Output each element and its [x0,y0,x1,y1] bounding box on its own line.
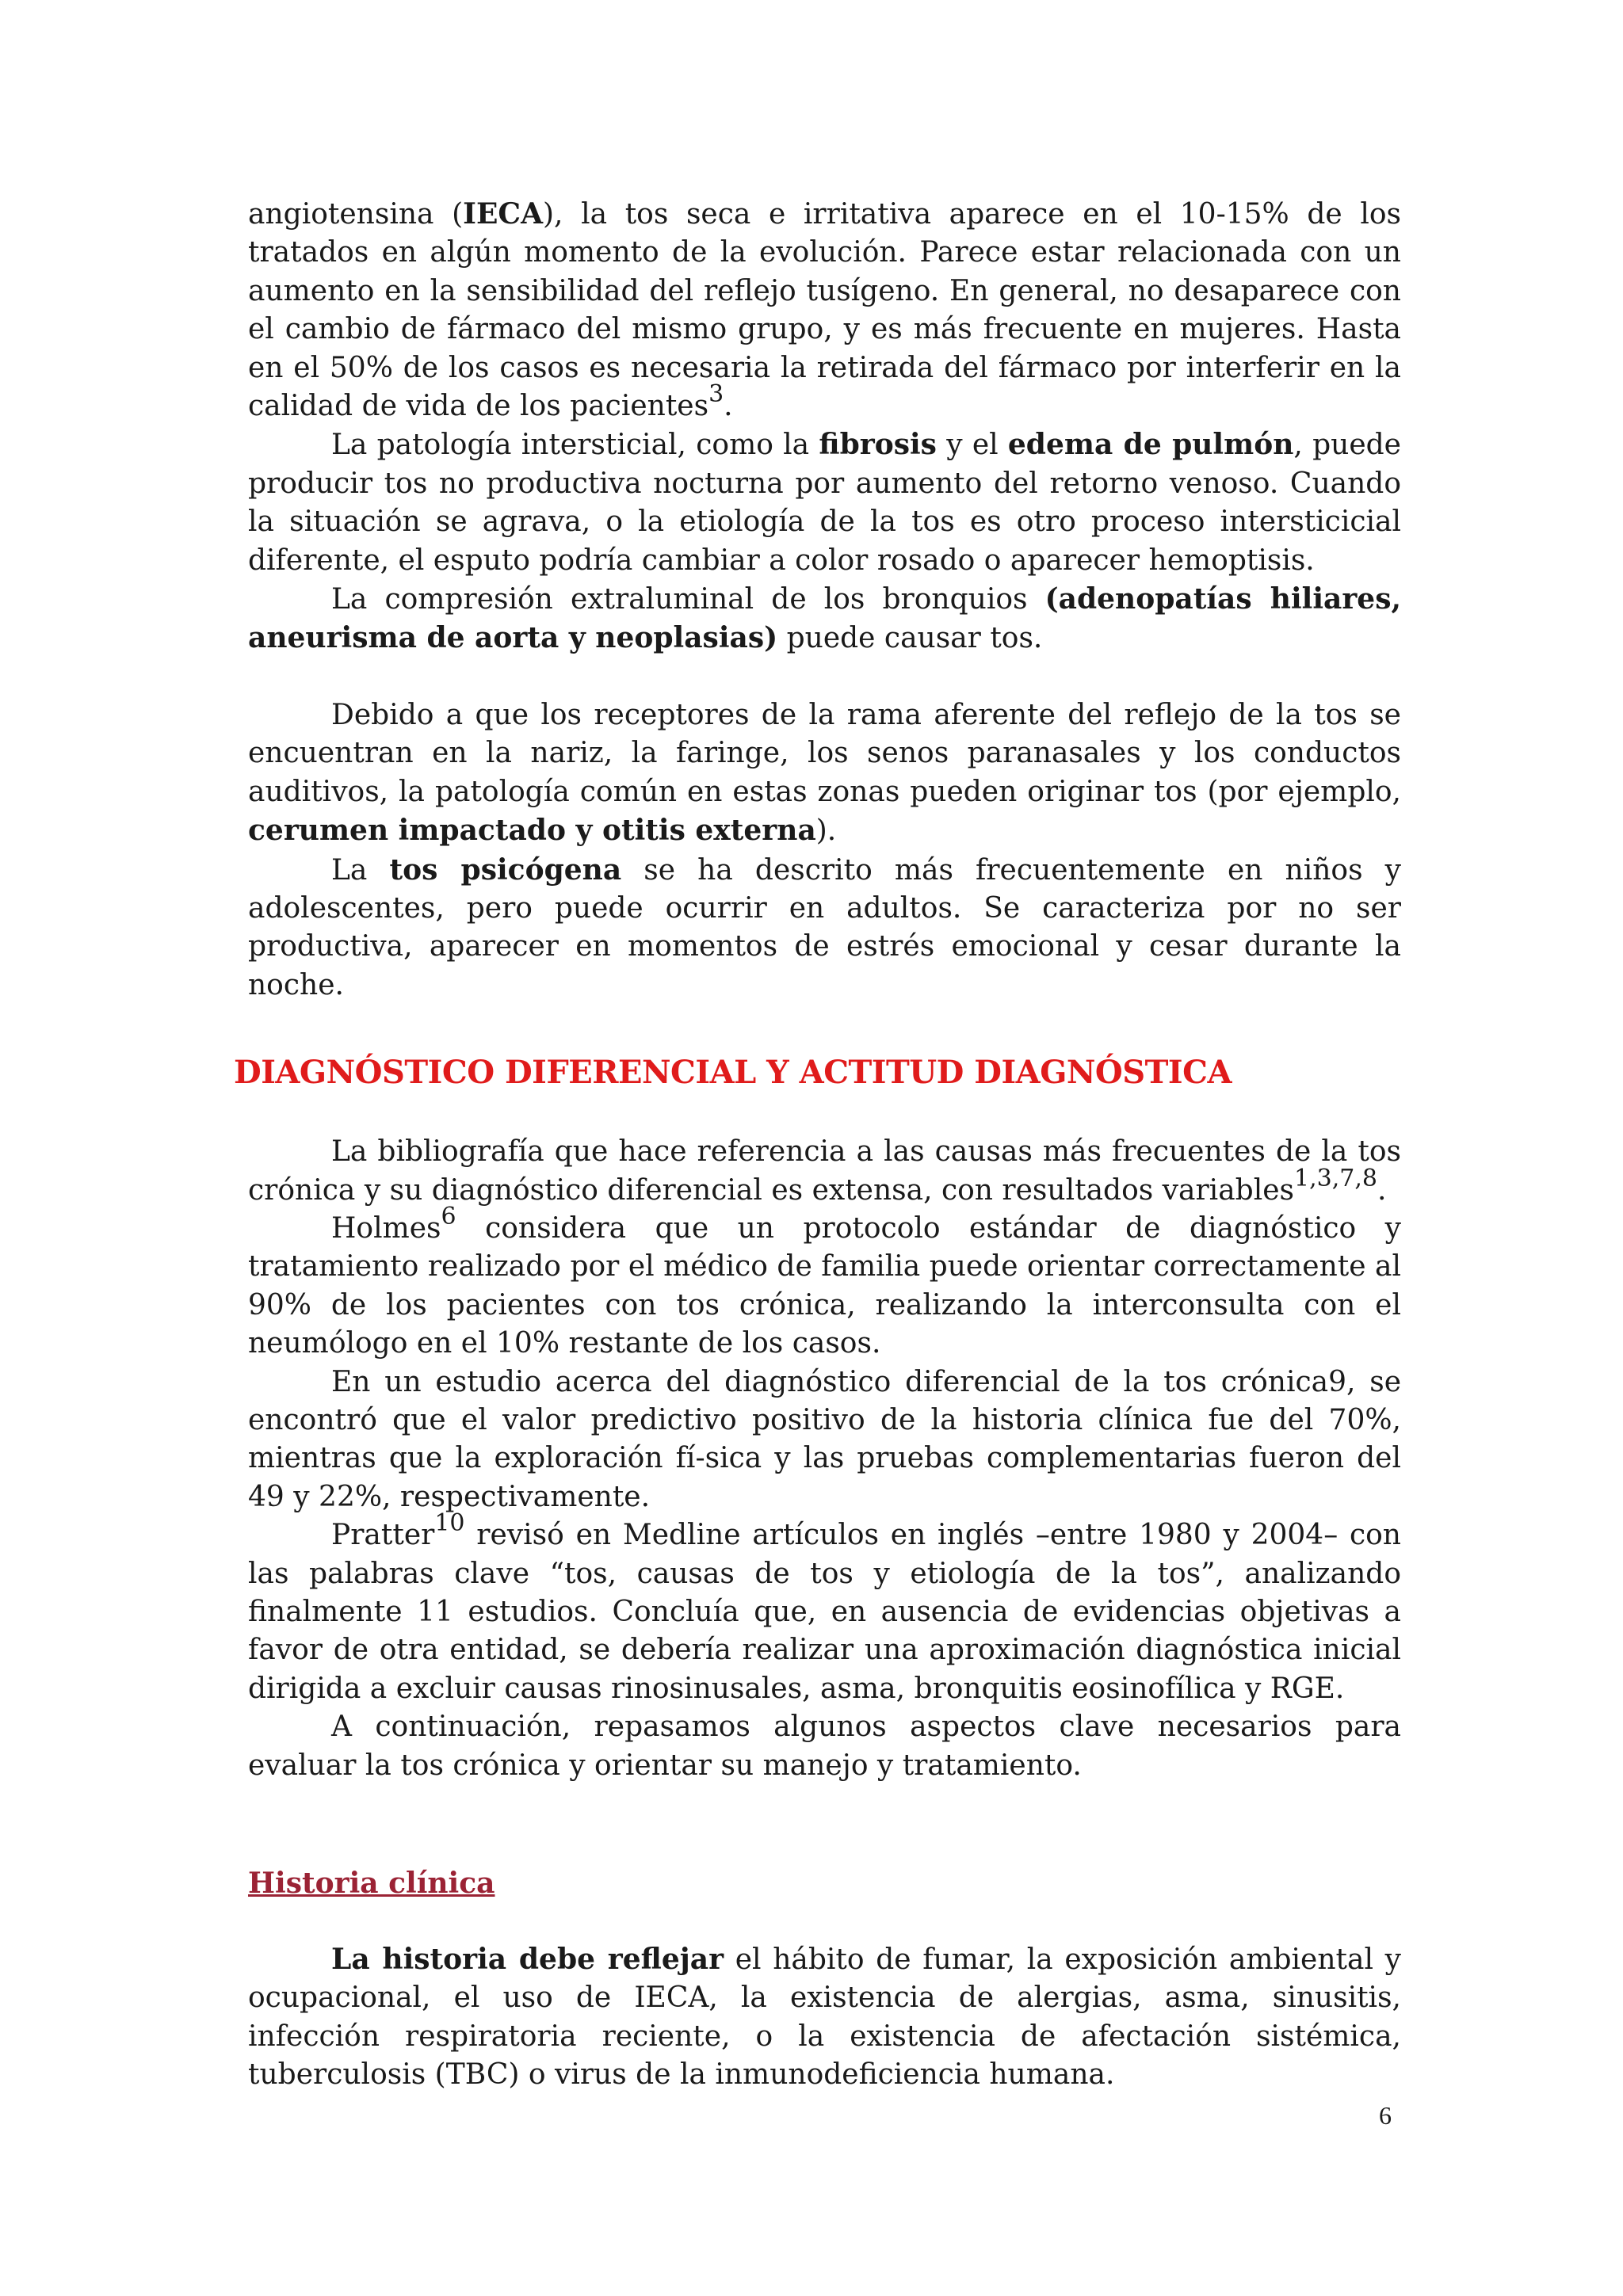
citation-superscript: 10 [434,1509,465,1538]
bold-term: tos psicógena [389,852,622,887]
subsection-heading: Historia clínica [248,1867,495,1901]
spacer [248,658,1401,696]
document-body [234,195,1402,2095]
bold-term: IECA [463,197,544,231]
citation-superscript: 6 [441,1202,456,1230]
bold-term: La historia debe reflejar [331,1943,724,1977]
spacer [248,1005,1401,1051]
paragraph-ieca: angiotensina (IECA), la tos seca e irritativa aparece en el 10-15% de los tratados en algún momento de la evolución. Parece estar relacionada con un aumento en la sensibilidad del reflejo tusígeno. En general, no desaparece con el cambio de fármaco del mismo grupo, y es más frecuente en mujeres. Hasta en el 50% de los casos es necesaria la retirada del fármaco por interferir en la calidad de vida de los pacientes$^3$. [248,197,1401,423]
spacer [248,1095,1401,1133]
paragraph-receptores: Debido a que los receptores de la rama aferente del reflejo de la tos se encuentran en la nariz, la faringe, los senos paranasales y los conductos auditivos, la patología común en estas zonas pueden originar tos (por ejemplo, cerumen impactado y otitis externa). [248,698,1401,848]
citation-superscript: 1,3,7,8 [1294,1164,1377,1192]
spacer [248,1902,1401,1940]
paragraph-historia: La historia debe reflejar el hábito de fumar, la exposición ambiental y ocupacional, el uso de IECA, la existencia de alergias, asma, sinusitis, infección respiratoria reciente, o la existencia de afectación sistémica, tuberculosis (TBC) o virus de la inmunodeficiencia humana. [248,1943,1401,2092]
paragraph-compresion: La compresión extraluminal de los bronquios (adenopatías hiliares, aneurisma de aorta y neoplasias) puede causar tos. [248,582,1402,655]
bold-term: fibrosis [819,428,937,462]
spacer [248,1785,1401,1864]
paragraph-continuacion: A continuación, repasamos algunos aspectos clave necesarios para evaluar la tos crónica y orientar su manejo y tratamiento. [248,1711,1401,1782]
paragraph-pratter: Pratter$^{10}$ revisó en Medline artículos en inglés –entre 1980 y 2004– con las palabras clave “tos, causas de tos y etiología de la tos”, analizando finalmente 11 estudios. Concluía que, en ausencia de evidencias objetivas a favor de otra entidad, se debería realizar una aproximación diagnóstica inicial dirigida a excluir causas rinosinusales, asma, bronquitis eosinofílica y RGE. [248,1509,1401,1705]
page-number: 6 [1379,2101,1392,2130]
citation-superscript: 3 [708,380,724,409]
section-heading: DIAGNÓSTICO DIFERENCIAL Y ACTITUD DIAGNÓSTICA [234,1054,1232,1092]
paragraph-bibliografia: La bibliografía que hace referencia a las causas más frecuentes de la tos crónica y su diagnóstico diferencial es extensa, con resultados variables$^{1,3,7,8}$. [248,1135,1401,1207]
bold-term: cerumen impactado y otitis externa [248,814,816,848]
bold-term: (adenopatías hiliares, aneurisma de aorta y neoplasias) [248,582,1402,655]
paragraph-estudio: En un estudio acerca del diagnóstico diferencial de la tos crónica9, se encontró que el valor predictivo positivo de la historia clínica fue del 70%, mientras que la exploración fí-sica y las pruebas complementarias fueron del 49 y 22%, respectivamente. [248,1365,1401,1513]
paragraph-intersticial: La patología intersticial, como la fibrosis y el edema de pulmón, puede producir tos no productiva nocturna por aumento del retorno venoso. Cuando la situación se agrava, o la etiología de la tos es otro proceso intersticicial diferente, el esputo podría cambiar a color rosado o aparecer hemoptisis. [248,428,1401,577]
paragraph-psicogena: La tos psicógena se ha descrito más frecuentemente en niños y adolescentes, pero puede ocurrir en adultos. Se caracteriza por no ser productiva, aparecer en momentos de estrés emocional y cesar durante la noche. [248,852,1401,1001]
bold-term: edema de pulmón [1007,428,1294,462]
paragraph-holmes: Holmes$^6$ considera que un protocolo estándar de diagnóstico y tratamiento realizado por el médico de familia puede orientar correctamente al 90% de los pacientes con tos crónica, realizando la interconsulta con el neumólogo en el 10% restante de los casos. [248,1202,1401,1360]
